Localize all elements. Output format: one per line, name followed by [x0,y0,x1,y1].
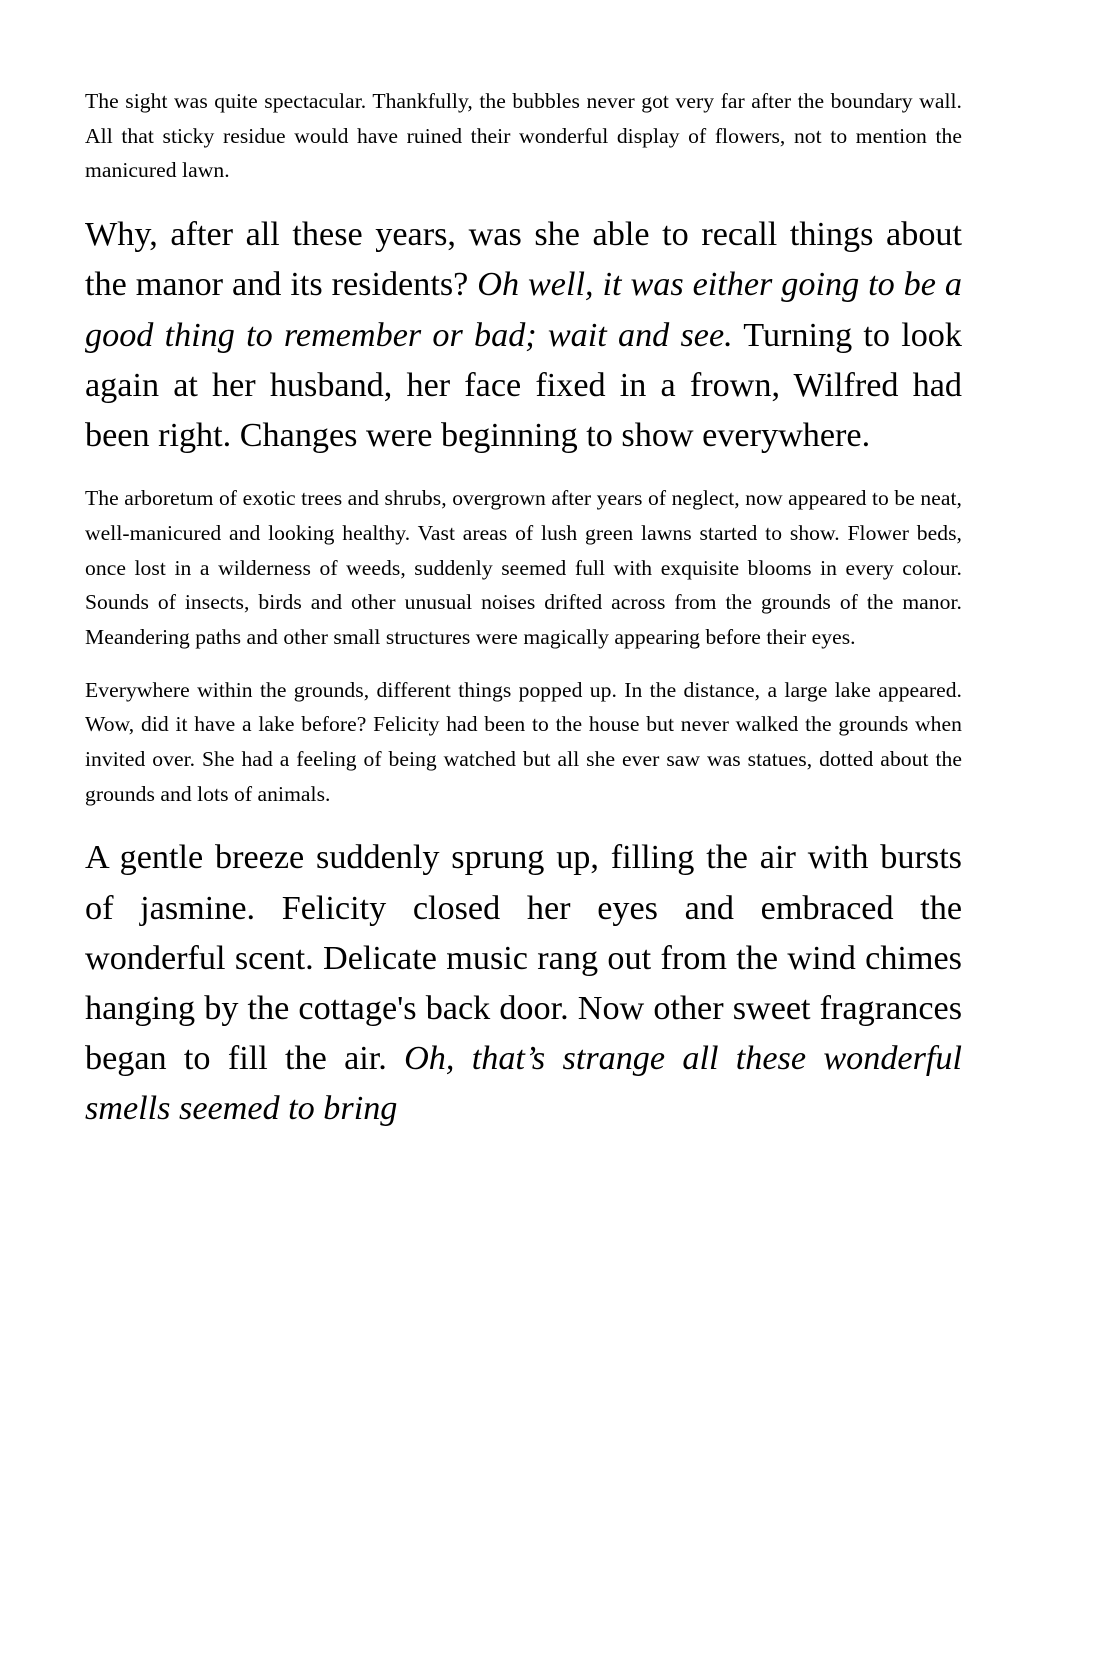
paragraph-5-lead: A gentle breeze suddenly sprung up, filling the air with bursts of jasmine. Felicity closed her eyes and embraced the wonderful scent. Delicate music rang out from the wind chimes hanging by the cottage's back door. Now other sweet fragrances began to fill the air. [85,839,962,1078]
paragraph-5-italic-thought: Oh, that’s strange all these wonderful smells seemed to bring [85,1040,962,1128]
paragraph-2-tail: Turning to look again at her husband, her face fixed in a frown, Wilfred had been right. Changes were beginning to show everywhere. [85,316,962,454]
text-column [85,84,962,1135]
paragraph-2-lead: Why, after all these years, was she able to recall things about the manor and its residents? [85,216,962,304]
paragraph-3: The arboretum of exotic trees and shrubs, overgrown after years of neglect, now appeared to be neat, well-manicured and looking healthy. Vast areas of lush green lawns started to show. Flower beds, once lost in a wilderness of weeds, suddenly seemed full with exquisite blooms in every colour. Sounds of insects, birds and other unusual noises drifted across from the grounds of the manor. Meandering paths and other small structures were magically appearing before their eyes. [85,486,962,649]
paragraph-5 [85,833,962,1134]
paragraph-4: Everywhere within the grounds, different things popped up. In the distance, a large lake appeared. Wow, did it have a lake before? Felicity had been to the house but never walked the grounds when invited over. She had a feeling of being watched but all she ever saw was statues, dotted about the grounds and lots of animals. [85,677,962,806]
paragraph-2-italic-thought: Oh well, it was either going to be a good thing to remember or bad; wait and see. [85,266,963,354]
paragraph-2 [85,210,962,461]
paragraph-1: The sight was quite spectacular. Thankfully, the bubbles never got very far after the boundary wall. All that sticky residue would have ruined their wonderful display of flowers, not to mention the manicured lawn. [85,89,962,183]
